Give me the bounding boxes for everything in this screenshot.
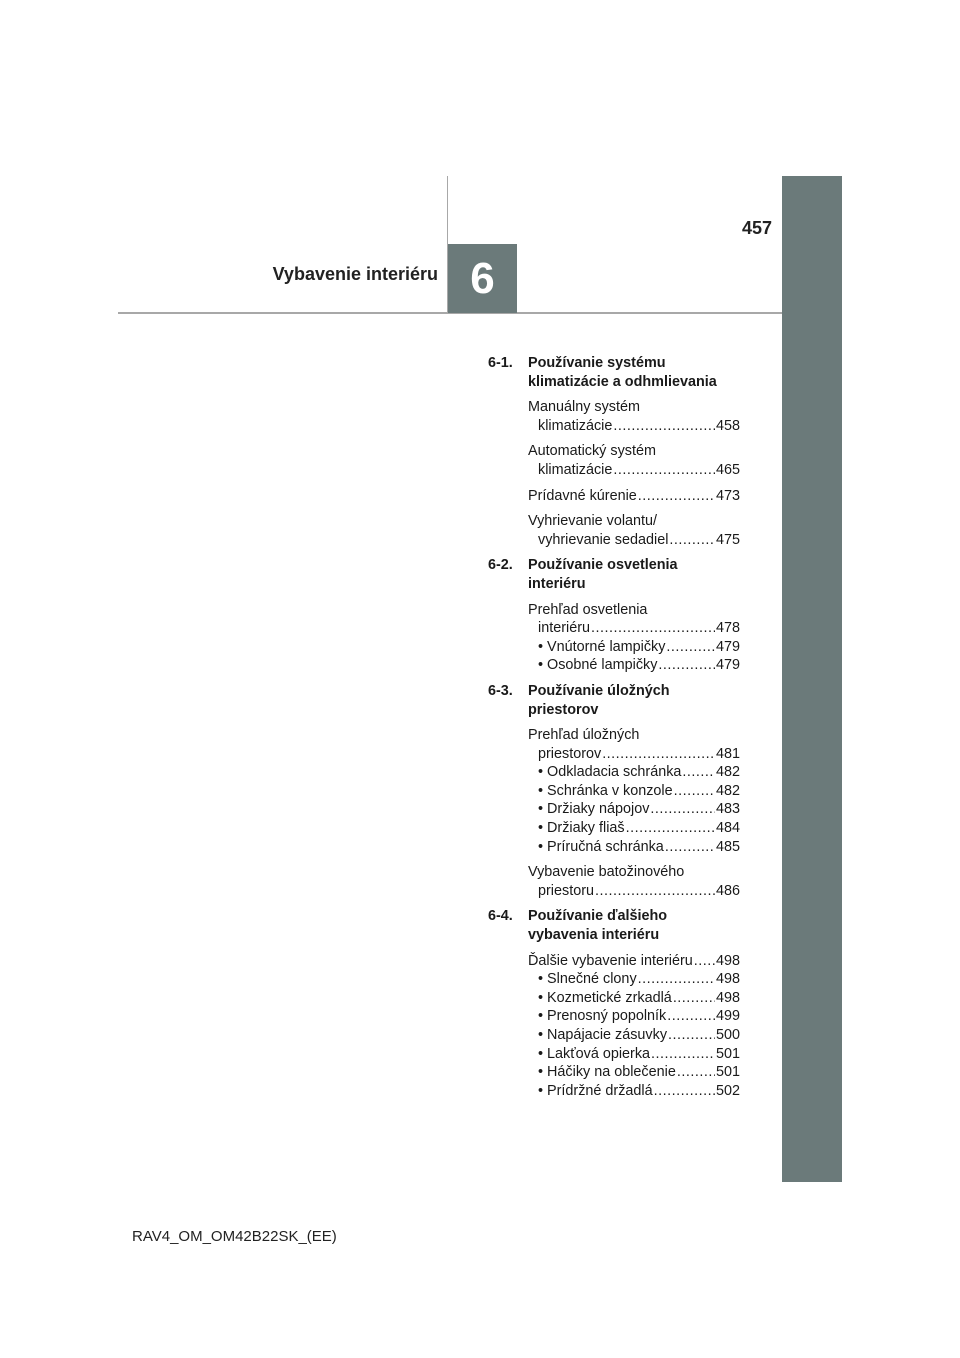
entry-lead: Prehľad osvetlenia bbox=[528, 601, 648, 618]
leader-dots bbox=[591, 619, 715, 638]
section-number-spacer bbox=[488, 701, 528, 720]
entry-line-page: 465 bbox=[715, 461, 740, 478]
entry-lead: Manuálny systém bbox=[528, 399, 640, 416]
toc-entry bbox=[528, 726, 740, 856]
table-of-contents bbox=[488, 354, 740, 1100]
section-title-line2: interiéru bbox=[528, 575, 586, 592]
sub-entry-page: 500 bbox=[715, 1027, 740, 1043]
leader-dots bbox=[650, 800, 715, 819]
document-code: RAV4_OM_OM42B22SK_(EE) bbox=[132, 1228, 337, 1245]
entry-line-title: priestorov bbox=[538, 745, 602, 762]
sub-entry[interactable] bbox=[528, 800, 740, 819]
toc-entry bbox=[528, 952, 740, 1101]
entry-line[interactable] bbox=[528, 461, 740, 480]
sub-entry-page: 484 bbox=[715, 820, 740, 837]
sub-entry[interactable] bbox=[528, 1026, 740, 1045]
entry-line-page: 486 bbox=[715, 882, 740, 899]
entry-lead: Vyhrievanie volantu/ bbox=[528, 513, 658, 530]
entry-line-title: klimatizácie bbox=[538, 417, 613, 434]
entry-line[interactable] bbox=[528, 882, 740, 901]
toc-entry bbox=[528, 398, 740, 435]
section-heading-cont bbox=[488, 926, 740, 945]
leader-dots bbox=[626, 819, 715, 838]
chapter-side-tab bbox=[782, 176, 842, 1182]
sub-entry-title: • Slnečné clony bbox=[538, 971, 637, 988]
sub-entry[interactable] bbox=[528, 656, 740, 675]
entry-line-page: 481 bbox=[715, 745, 740, 762]
leader-dots bbox=[666, 638, 715, 657]
section-title-line2: vybavenia interiéru bbox=[528, 927, 660, 944]
sub-entry-title: • Háčiky na oblečenie bbox=[538, 1064, 676, 1081]
entry-line-title: Ďalšie vybavenie interiéru bbox=[528, 952, 693, 969]
entry-line[interactable] bbox=[528, 952, 740, 971]
section-heading bbox=[488, 682, 740, 701]
leader-dots bbox=[595, 882, 715, 901]
section-heading-cont bbox=[488, 373, 740, 392]
toc-section bbox=[488, 682, 740, 901]
entry-line-title: Prídavné kúrenie bbox=[528, 487, 637, 504]
sub-entry-title: • Prídržné držadlá bbox=[538, 1082, 653, 1099]
entry-line-page: 473 bbox=[715, 487, 740, 504]
sub-entry[interactable] bbox=[528, 638, 740, 657]
toc-entry bbox=[528, 863, 740, 900]
leader-dots bbox=[638, 487, 715, 506]
section-heading bbox=[488, 556, 740, 575]
sub-entry-page: 499 bbox=[715, 1008, 740, 1025]
section-title-line2: klimatizácie a odhmlievania bbox=[528, 373, 717, 390]
sub-entry-page: 482 bbox=[715, 764, 740, 781]
leader-dots bbox=[613, 417, 715, 436]
sub-entry[interactable] bbox=[528, 1082, 740, 1101]
sub-entry-page: 501 bbox=[715, 1045, 740, 1062]
leader-dots bbox=[669, 531, 715, 550]
sub-entry-page: 498 bbox=[715, 971, 740, 988]
leader-dots bbox=[682, 763, 715, 782]
leader-dots bbox=[694, 952, 715, 971]
leader-dots bbox=[654, 1082, 715, 1101]
entry-line-page: 458 bbox=[715, 417, 740, 434]
section-number-spacer bbox=[488, 926, 528, 945]
entry-line-title: vyhrievanie sedadiel bbox=[538, 531, 669, 548]
leader-dots bbox=[667, 1007, 715, 1026]
section-number: 6-4. bbox=[488, 908, 513, 925]
leader-dots bbox=[658, 656, 715, 675]
sub-entry-title: • Držiaky nápojov bbox=[538, 801, 650, 818]
sub-entry-title: • Vnútorné lampičky bbox=[538, 638, 666, 655]
entry-line[interactable] bbox=[528, 417, 740, 436]
entry-lead: Automatický systém bbox=[528, 443, 656, 460]
section-number-spacer bbox=[488, 575, 528, 594]
sub-entry[interactable] bbox=[528, 763, 740, 782]
entry-line-title: interiéru bbox=[538, 620, 590, 637]
toc-entry bbox=[528, 601, 740, 675]
entry-line-title: klimatizácie bbox=[538, 461, 613, 478]
page-number: 457 bbox=[741, 218, 772, 238]
toc-entry bbox=[528, 442, 740, 479]
toc-section bbox=[488, 556, 740, 675]
section-title-line1: Používanie ďalšieho bbox=[528, 908, 668, 925]
sub-entry[interactable] bbox=[528, 782, 740, 801]
section-number-spacer bbox=[488, 373, 528, 392]
leader-dots bbox=[665, 838, 715, 857]
entry-line-page: 498 bbox=[715, 952, 740, 969]
toc-entry bbox=[528, 487, 740, 506]
leader-dots bbox=[651, 1045, 715, 1064]
entry-lead: Prehľad úložných bbox=[528, 727, 640, 744]
sub-entry[interactable] bbox=[528, 819, 740, 838]
sub-entry[interactable] bbox=[528, 970, 740, 989]
leader-dots bbox=[677, 1063, 715, 1082]
section-title-line1: Používanie úložných bbox=[528, 682, 670, 699]
sub-entry[interactable] bbox=[528, 1045, 740, 1064]
sub-entry-title: • Napájacie zásuvky bbox=[538, 1027, 668, 1043]
sub-entry-page: 479 bbox=[715, 657, 740, 674]
entry-line[interactable] bbox=[528, 487, 740, 506]
sub-entry-title: • Držiaky fliaš bbox=[538, 820, 625, 837]
chapter-number-box bbox=[448, 244, 517, 313]
sub-entry-page: 502 bbox=[715, 1082, 740, 1099]
sub-entry-title: • Odkladacia schránka bbox=[538, 764, 682, 781]
entry-line-page: 478 bbox=[715, 620, 740, 637]
sub-entry-title: • Príručná schránka bbox=[538, 838, 664, 855]
sub-entry[interactable] bbox=[528, 1063, 740, 1082]
section-title-line1: Používanie systému bbox=[528, 355, 666, 371]
chapter-title: Vybavenie interiéru bbox=[272, 264, 438, 284]
section-heading-cont bbox=[488, 575, 740, 594]
sub-entry-page: 482 bbox=[715, 782, 740, 799]
entry-line-title: priestoru bbox=[538, 882, 594, 899]
leader-dots bbox=[602, 745, 715, 764]
sub-entry-page: 498 bbox=[715, 989, 740, 1006]
section-title-line1: Používanie osvetlenia bbox=[528, 557, 678, 574]
sub-entry-page: 501 bbox=[715, 1064, 740, 1081]
sub-entry-page: 479 bbox=[715, 638, 740, 655]
toc-section bbox=[488, 907, 740, 1100]
leader-dots bbox=[638, 970, 715, 989]
section-title-line2: priestorov bbox=[528, 701, 599, 718]
section-number: 6-3. bbox=[488, 682, 513, 699]
sub-entry-page: 483 bbox=[715, 801, 740, 818]
leader-dots bbox=[674, 782, 715, 801]
sub-entry[interactable] bbox=[528, 838, 740, 857]
entry-lead: Vybavenie batožinového bbox=[528, 864, 685, 881]
sub-entry-title: • Kozmetické zrkadlá bbox=[538, 989, 672, 1006]
sub-entry-title: • Lakťová opierka bbox=[538, 1045, 651, 1062]
entry-line[interactable] bbox=[528, 745, 740, 764]
leader-dots bbox=[673, 989, 715, 1008]
sub-entry[interactable] bbox=[528, 989, 740, 1008]
leader-dots bbox=[668, 1026, 715, 1045]
entry-line-page: 475 bbox=[715, 531, 740, 548]
toc-section bbox=[488, 354, 740, 549]
sub-entry-page: 485 bbox=[715, 838, 740, 855]
section-heading bbox=[488, 354, 740, 373]
sub-entry-title: • Schránka v konzole bbox=[538, 782, 673, 799]
section-heading bbox=[488, 907, 740, 926]
sub-entry-title: • Osobné lampičky bbox=[538, 657, 658, 674]
leader-dots bbox=[613, 461, 715, 480]
entry-line[interactable] bbox=[528, 531, 740, 550]
toc-entry bbox=[528, 512, 740, 549]
sub-entry-title: • Prenosný popolník bbox=[538, 1008, 667, 1025]
section-number: 6-2. bbox=[488, 557, 513, 574]
section-number: 6-1. bbox=[488, 355, 513, 371]
entry-line[interactable] bbox=[528, 619, 740, 638]
sub-entry[interactable] bbox=[528, 1007, 740, 1026]
chapter-number: 6 bbox=[470, 253, 495, 303]
section-heading-cont bbox=[488, 701, 740, 720]
